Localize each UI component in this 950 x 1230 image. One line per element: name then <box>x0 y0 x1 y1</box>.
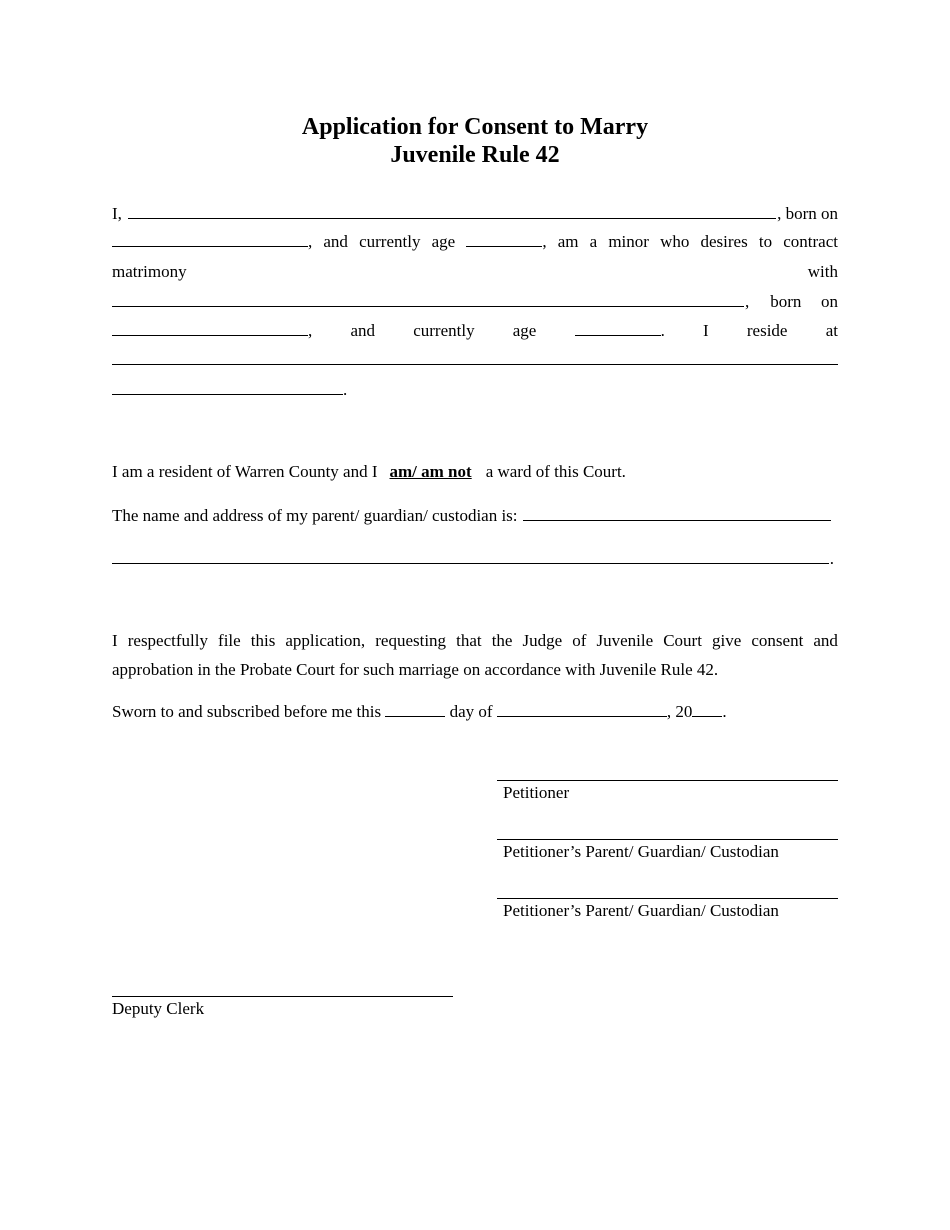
residence-address-field-2[interactable] <box>112 379 343 395</box>
spouse-birthdate-field[interactable] <box>112 320 308 336</box>
para1-line5: , and currently age . I reside at <box>112 320 838 342</box>
para1-line6 <box>112 349 838 371</box>
residence-address-field-1[interactable] <box>112 349 838 365</box>
parent2-signature-line[interactable] <box>497 898 838 899</box>
sworn-month-field[interactable] <box>497 701 667 717</box>
parent1-signature-line[interactable] <box>497 839 838 840</box>
petitioner-label: Petitioner <box>503 783 570 802</box>
para1-line2: , and currently age , am a minor who desires to contract <box>112 231 838 253</box>
sworn-prefix: Sworn to and subscribed before me this <box>112 702 382 721</box>
day-of-text: day of <box>449 702 493 721</box>
i-prefix: I, <box>112 204 122 223</box>
parent2-label: Petitioner’s Parent/ Guardian/ Custodian <box>503 901 779 920</box>
para2-parent-line2: . <box>112 547 834 570</box>
para3-line1: I respectfully file this application, requesting that the Judge of Juvenile Court give consent and <box>112 631 838 650</box>
deputy-clerk-signature-line[interactable] <box>112 996 453 997</box>
sworn-year-field[interactable] <box>692 701 722 717</box>
form-title: Application for Consent to Marry <box>301 114 649 140</box>
form-subtitle: Juvenile Rule 42 <box>390 142 560 168</box>
with-text: with <box>807 262 838 281</box>
sworn-line: Sworn to and subscribed before me this day of , 20 . <box>112 702 727 721</box>
year-prefix: , 20 <box>666 702 693 721</box>
petitioner-age-field[interactable] <box>466 231 542 247</box>
parent-label: The name and address of my parent/ guardian/ custodian is: <box>112 506 518 525</box>
para2-resident-line <box>112 461 838 483</box>
sworn-day-field[interactable] <box>385 701 445 717</box>
born-on-text: , born on <box>777 204 838 223</box>
petitioner-birthdate-field[interactable] <box>112 231 308 247</box>
para1-line3 <box>112 261 838 283</box>
para2-parent-line <box>112 504 832 527</box>
para1-line4: , born on <box>112 290 838 313</box>
petitioner-name-field[interactable] <box>128 202 776 219</box>
intended-spouse-name-field[interactable] <box>112 290 744 307</box>
parent-name-address-field-1[interactable] <box>523 504 831 521</box>
word-and: and <box>323 232 348 251</box>
ward-status-choice[interactable]: am/ am not <box>389 462 472 481</box>
parent1-label: Petitioner’s Parent/ Guardian/ Custodian <box>503 842 779 861</box>
resident-prefix: I am a resident of Warren County and I <box>112 462 378 481</box>
petitioner-signature-line[interactable] <box>497 780 838 781</box>
para1-line1 <box>112 202 838 225</box>
spouse-age-field[interactable] <box>575 320 661 336</box>
deputy-clerk-label: Deputy Clerk <box>112 999 205 1018</box>
matrimony-text: matrimony <box>112 262 187 281</box>
resident-suffix: a ward of this Court. <box>485 462 626 481</box>
parent-name-address-field-2[interactable] <box>112 547 829 564</box>
para1-line7: . <box>112 379 838 401</box>
para3-line2: approbation in the Probate Court for such marriage on accordance with Juvenile Rule 42. <box>112 660 719 679</box>
